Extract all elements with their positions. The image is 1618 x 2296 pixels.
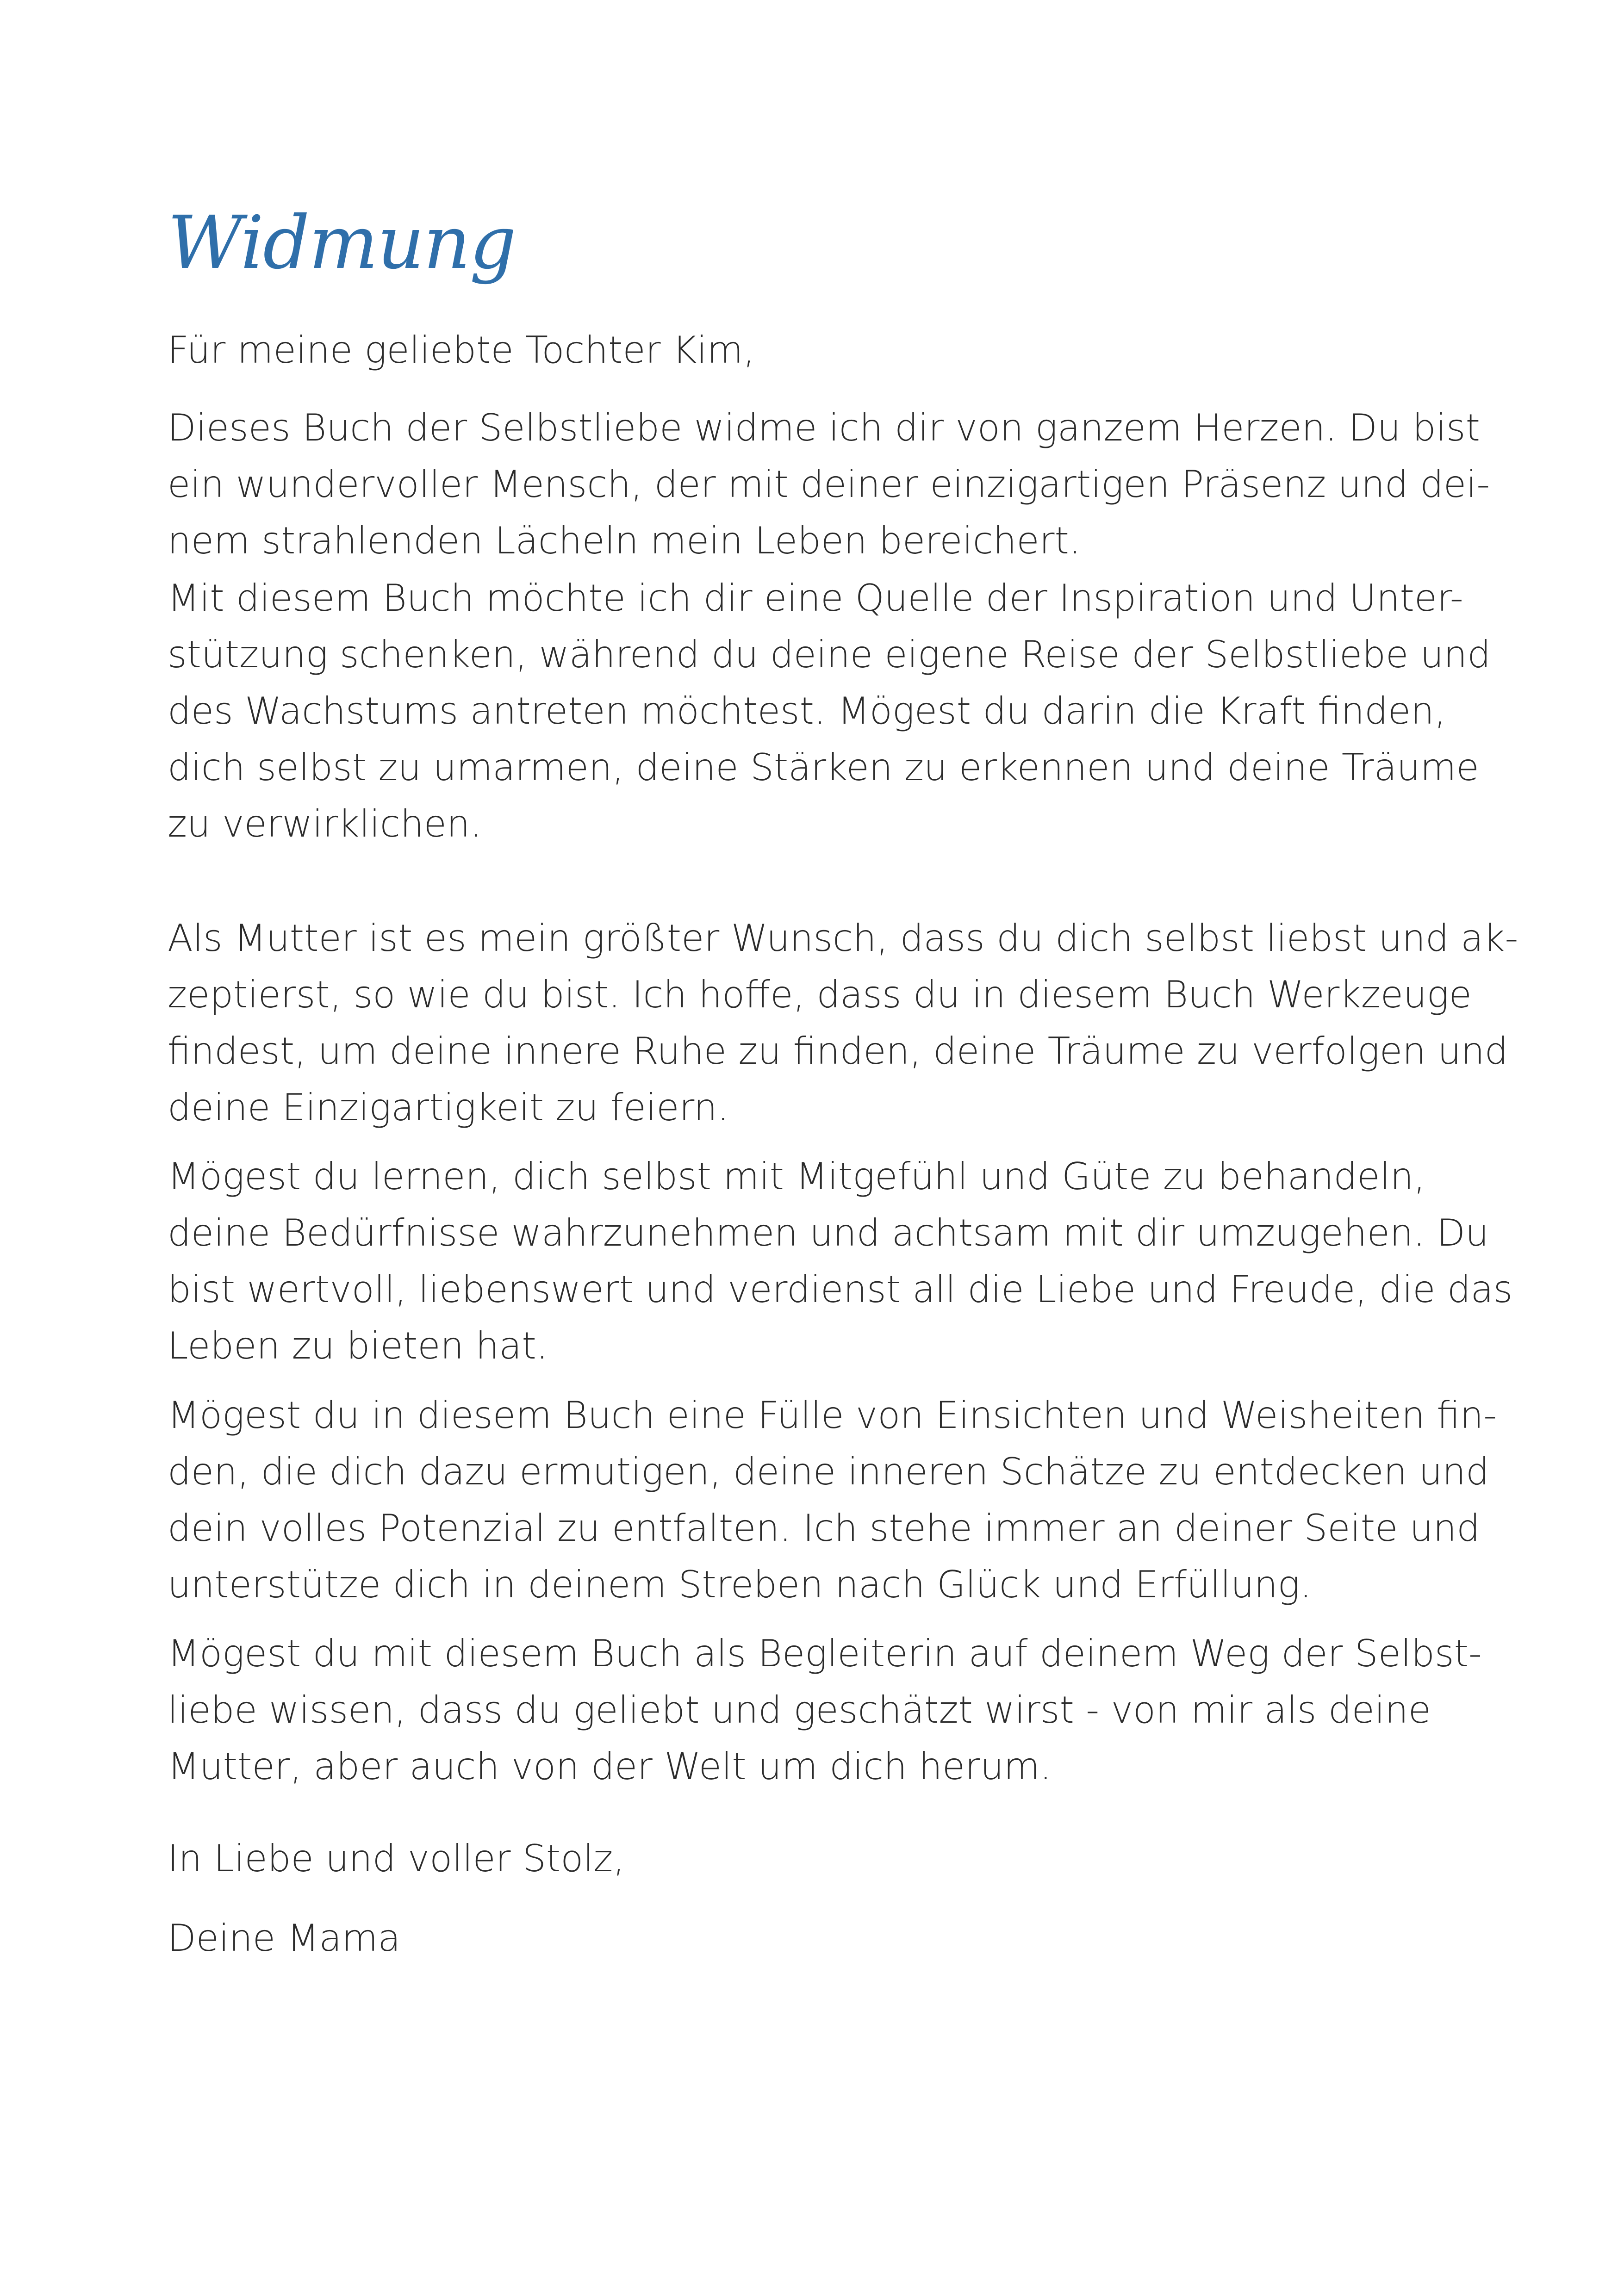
paragraph-line: Leben zu bieten hat.	[168, 1324, 548, 1367]
paragraph-line: Mutter, aber auch von der Welt um dich herum.	[168, 1745, 1052, 1788]
paragraph-line: Dieses Buch der Selbstliebe widme ich dir von ganzem Herzen. Du bist	[168, 406, 1480, 449]
paragraph-line: nem strahlenden Lächeln mein Leben bereichert.	[168, 519, 1081, 562]
paragraph-4	[168, 1148, 1512, 1374]
paragraph-line: Mögest du lernen, dich selbst mit Mitgefühl und Güte zu behandeln,	[168, 1155, 1425, 1198]
paragraph-line: den, die dich dazu ermutigen, deine inneren Schätze zu entdecken und	[168, 1450, 1489, 1493]
paragraph-line: dein volles Potenzial zu entfalten. Ich stehe immer an deiner Seite und	[168, 1507, 1480, 1550]
paragraph-line: stützung schenken, während du deine eigene Reise der Selbstliebe und	[168, 633, 1491, 676]
paragraph-line: zeptierst, so wie du bist. Ich hoffe, dass du in diesem Buch Werkzeuge	[168, 973, 1472, 1016]
paragraph-line: unterstütze dich in deinem Streben nach Glück und Erfüllung.	[168, 1563, 1312, 1606]
page-title: Widmung	[168, 200, 516, 285]
paragraph-line: zu verwirklichen.	[168, 802, 482, 845]
paragraph-line: Mögest du mit diesem Buch als Begleiterin auf deinem Weg der Selbst-	[168, 1632, 1482, 1675]
greeting: Für meine geliebte Tochter Kim,	[168, 329, 755, 372]
paragraph-2	[168, 570, 1491, 852]
paragraph-5	[168, 1387, 1497, 1613]
paragraph-6	[168, 1626, 1482, 1795]
paragraph-line: deine Einzigartigkeit zu feiern.	[168, 1086, 729, 1129]
paragraph-line: Mit diesem Buch möchte ich dir eine Quelle der Inspiration und Unter-	[168, 577, 1463, 620]
closing-line: In Liebe und voller Stolz,	[168, 1837, 625, 1880]
paragraph-line: dich selbst zu umarmen, deine Stärken zu erkennen und deine Träume	[168, 746, 1479, 789]
paragraph-line: Mögest du in diesem Buch eine Fülle von Einsichten und Weisheiten fin-	[168, 1394, 1497, 1437]
paragraph-line: liebe wissen, dass du geliebt und geschätzt wirst - von mir als deine	[168, 1688, 1431, 1731]
paragraph-1	[168, 400, 1490, 569]
paragraph-3	[168, 910, 1518, 1136]
paragraph-line: bist wertvoll, liebenswert und verdienst all die Liebe und Freude, die das	[168, 1268, 1513, 1311]
paragraph-line: Als Mutter ist es mein größter Wunsch, dass du dich selbst liebst und ak-	[168, 917, 1518, 960]
signature: Deine Mama	[168, 1917, 401, 1960]
paragraph-line: des Wachstums antreten möchtest. Mögest du darin die Kraft finden,	[168, 689, 1446, 732]
paragraph-line: findest, um deine innere Ruhe zu finden, deine Träume zu verfolgen und	[168, 1030, 1508, 1073]
paragraph-line: ein wundervoller Mensch, der mit deiner einzigartigen Präsenz und dei-	[168, 463, 1490, 506]
paragraph-line: deine Bedürfnisse wahrzunehmen und achtsam mit dir umzugehen. Du	[168, 1211, 1489, 1254]
